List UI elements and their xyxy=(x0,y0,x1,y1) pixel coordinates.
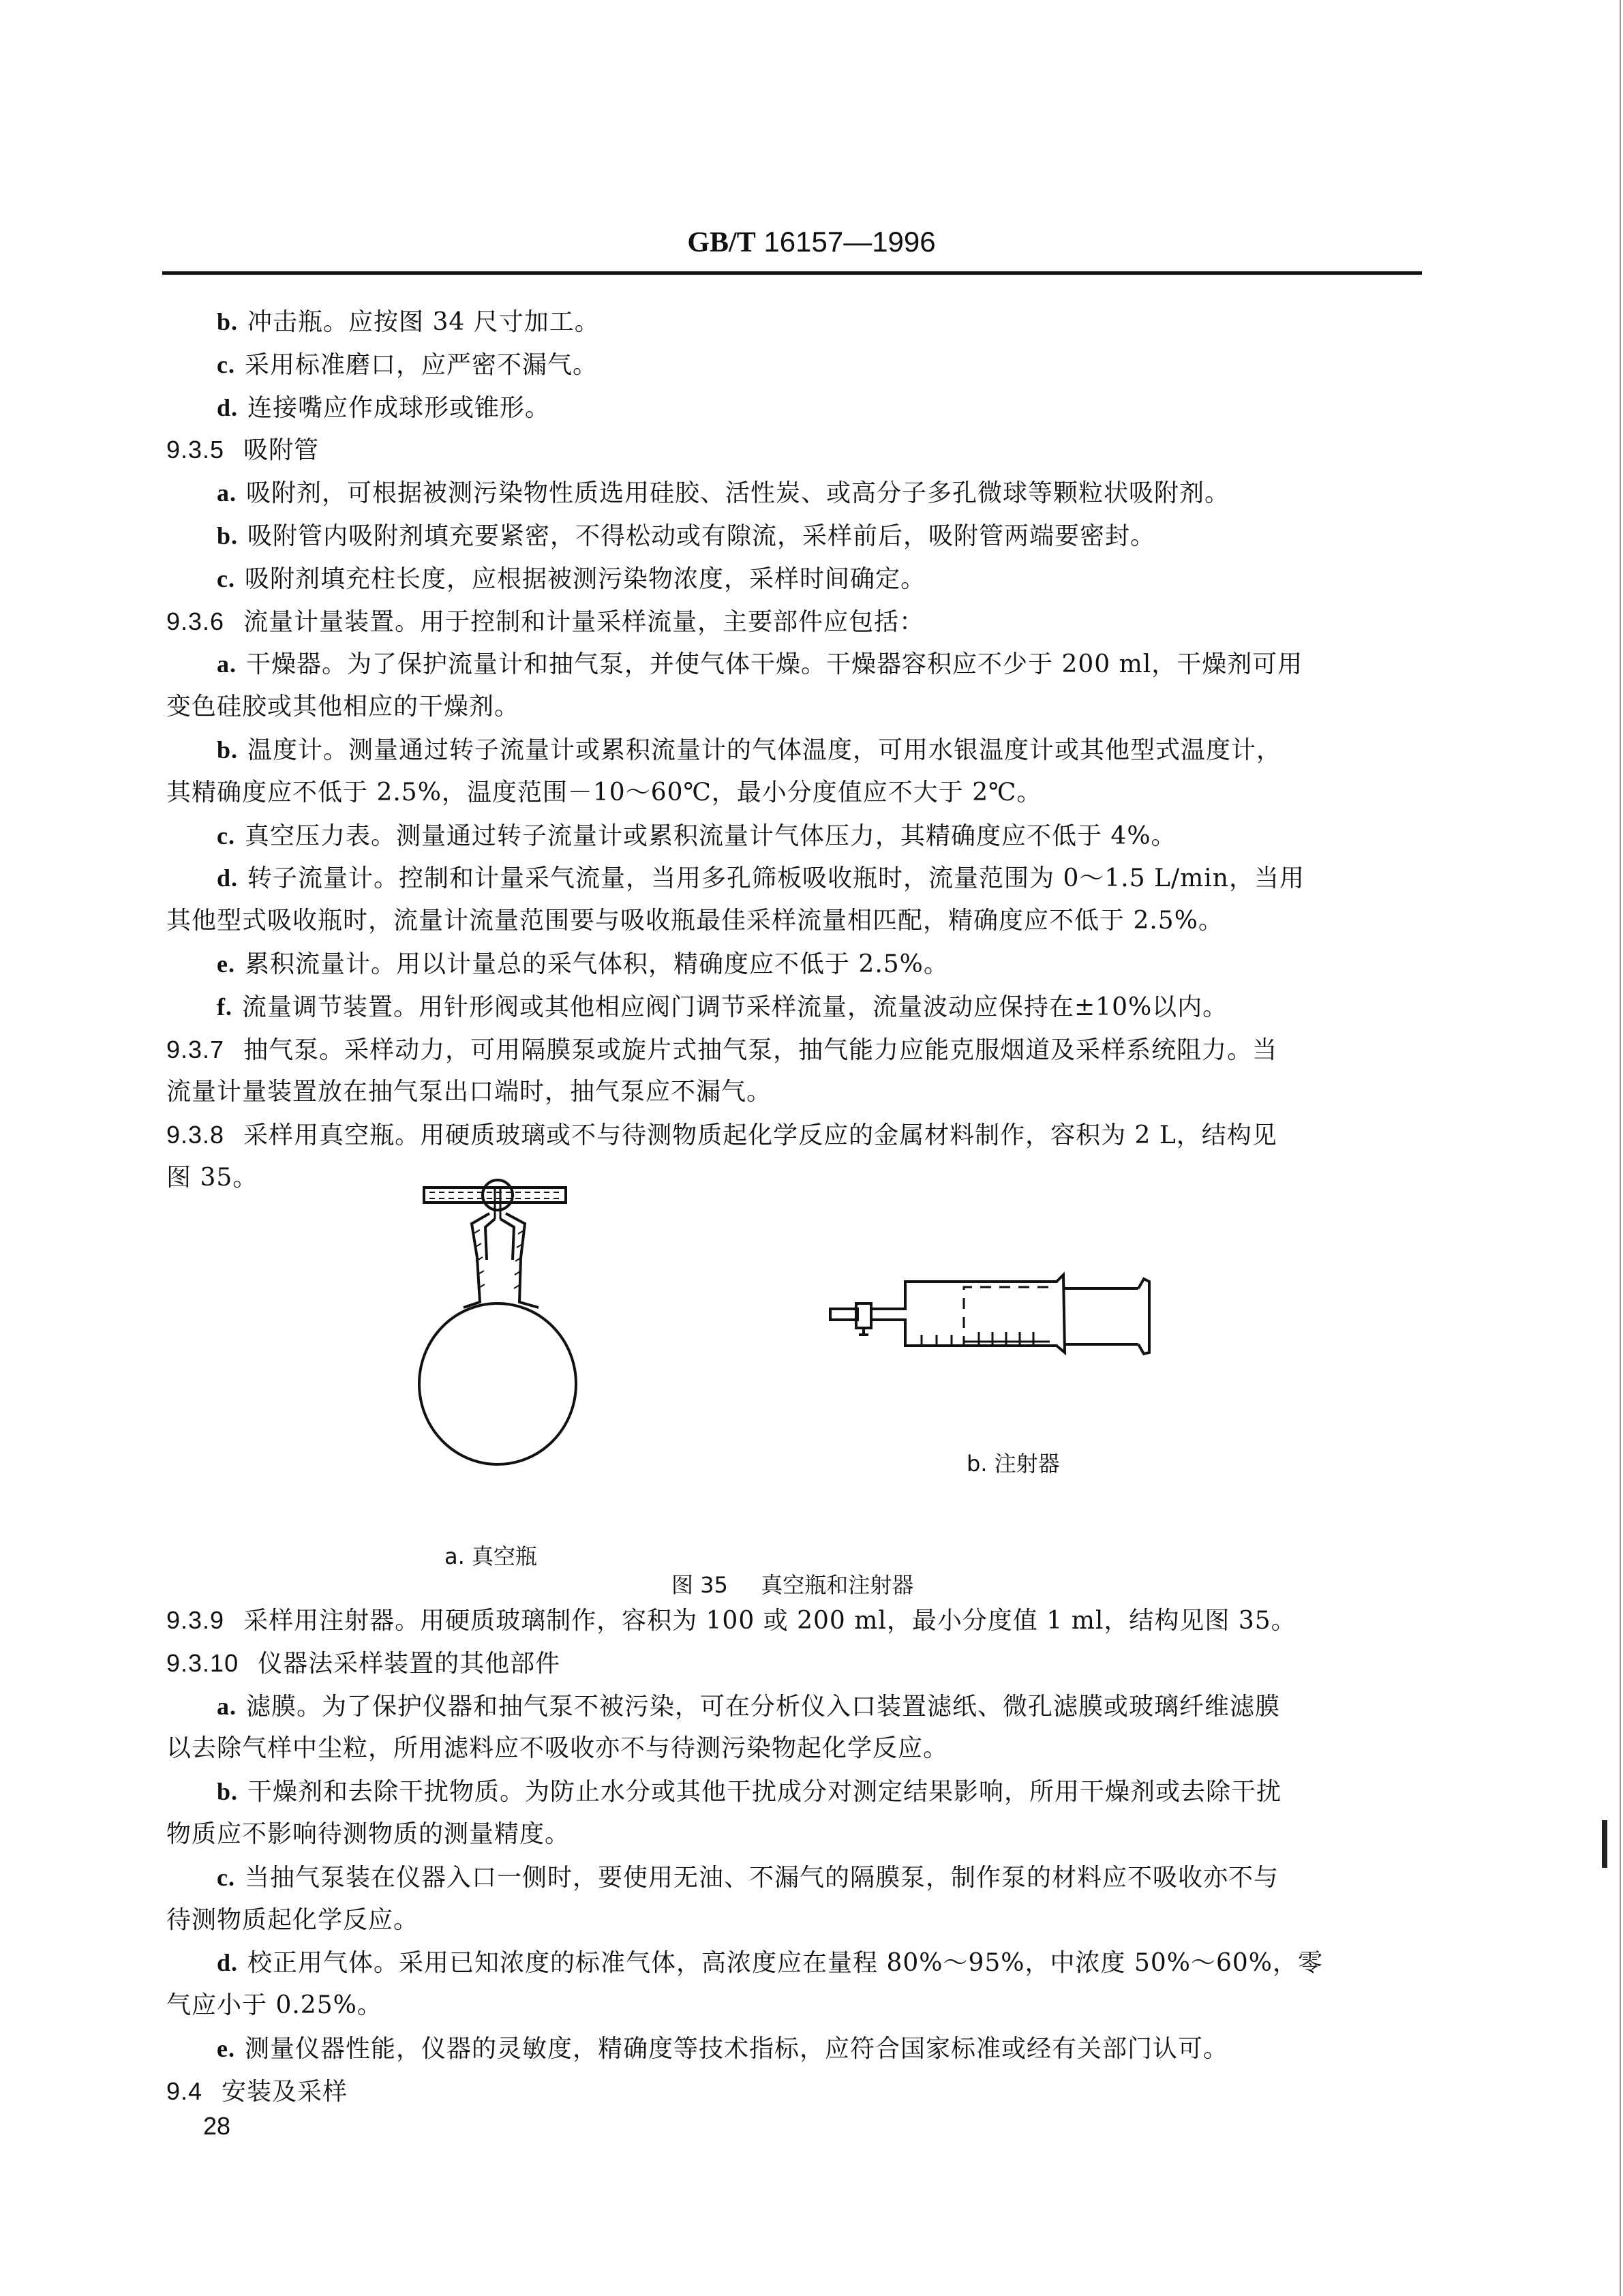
list-item-line xyxy=(217,2034,1228,2064)
figure-title: 真空瓶和注射器 xyxy=(761,1572,914,1598)
list-item-line xyxy=(217,564,926,594)
line-text: 校正用气体。采用已知浓度的标准气体，高浓度应在量程 80%～95%，中浓度 50%～60%，零 xyxy=(247,1949,1323,1978)
standard-number: 16157—1996 xyxy=(755,226,936,258)
item-label: a. xyxy=(217,479,237,507)
item-label: c. xyxy=(217,1863,235,1891)
continuation-line xyxy=(166,1819,570,1849)
scan-edge-mark xyxy=(1602,1820,1607,1868)
standard-code-header xyxy=(0,225,1623,259)
syringe-plunger xyxy=(964,1287,1057,1347)
line-text: 其他型式吸收瓶时，流量计流量范围要与吸收瓶最佳采样流量相匹配，精确度应不低于 2.5%。 xyxy=(166,907,1224,935)
line-text: 以去除气样中尘粒，所用滤料应不吸收亦不与待测污染物起化学反应。 xyxy=(166,1734,949,1763)
item-label: c. xyxy=(217,821,235,849)
line-text: 干燥剂和去除干扰物质。为防止水分或其他干扰成分对测定结果影响，所用干燥剂或去除干扰 xyxy=(247,1778,1282,1807)
section-number: 9.3.9 xyxy=(166,1606,225,1634)
section-number: 9.3.10 xyxy=(166,1648,239,1677)
line-text: 安装及采样 xyxy=(222,2077,348,2106)
list-item-line xyxy=(217,350,598,380)
section-heading-line xyxy=(166,2076,348,2107)
section-number: 9.3.5 xyxy=(166,436,225,464)
subcaption-syringe: b. 注射器 xyxy=(967,1451,1060,1477)
line-text: 流量调节装置。用针形阀或其他相应阀门调节采样流量，流量波动应保持在±10%以内。 xyxy=(242,993,1228,1021)
line-text: 物质应不影响待测物质的测量精度。 xyxy=(166,1820,571,1848)
section-number: 9.4 xyxy=(166,2076,203,2105)
continuation-line xyxy=(166,692,519,722)
section-heading-line xyxy=(166,1605,1296,1636)
line-text: 抽气泵。采样动力，可用隔膜泵或旋片式抽气泵，抽气能力应能克服烟道及采样系统阻力。当 xyxy=(243,1036,1278,1064)
list-item-line xyxy=(217,1948,1323,1978)
standard-prefix: GB/T xyxy=(687,227,756,258)
continuation-line xyxy=(166,1905,419,1935)
figure-number: 图 35 xyxy=(671,1572,728,1598)
list-item-line xyxy=(217,1691,1280,1722)
syringe-handle xyxy=(1138,1279,1149,1354)
line-text: 流量计量装置。用于控制和计量采样流量，主要部件应包括： xyxy=(243,607,925,636)
figure-caption xyxy=(671,1568,913,1599)
item-label: c. xyxy=(217,350,235,378)
list-item-line xyxy=(217,478,1230,509)
line-text: 真空压力表。测量通过转子流量计或累积流量计气体压力，其精确度应不低于 4%。 xyxy=(244,821,1177,850)
line-text: 流量计量装置放在抽气泵出口端时，抽气泵应不漏气。 xyxy=(166,1078,772,1106)
section-number: 9.3.7 xyxy=(166,1035,225,1063)
continuation-line xyxy=(166,1991,382,2021)
syringe-tip xyxy=(830,1309,858,1320)
continuation-line xyxy=(166,1734,948,1764)
list-item-line xyxy=(217,992,1228,1023)
item-label: d. xyxy=(217,864,239,892)
list-item-line xyxy=(217,1862,1279,1893)
page-number: 28 xyxy=(203,2112,231,2140)
section-heading-line xyxy=(166,1120,1277,1151)
stopcock-knob xyxy=(483,1180,513,1210)
continuation-line xyxy=(166,906,1224,936)
line-text: 滤膜。为了保护仪器和抽气泵不被污染，可在分析仪入口装置滤纸、微孔滤膜或玻璃纤维滤膜 xyxy=(246,1692,1281,1721)
header-rule xyxy=(162,271,1422,275)
item-label: b. xyxy=(217,308,239,335)
line-text: 干燥器。为了保护流量计和抽气泵，并使气体干燥。干燥器容积应不少于 200 ml，干燥剂可用 xyxy=(246,650,1303,679)
line-text: 转子流量计。控制和计量采气流量，当用多孔筛板吸收瓶时，流量范围为 0～1.5 L/min，当用 xyxy=(247,864,1305,893)
list-item-line xyxy=(217,863,1305,894)
line-text: 累积流量计。用以计量总的采气体积，精确度应不低于 2.5%。 xyxy=(244,950,949,978)
line-text: 吸附剂，可根据被测污染物性质选用硅胶、活性炭、或高分子多孔微球等颗粒状吸附剂。 xyxy=(246,479,1230,508)
line-text: 采样用真空瓶。用硬质玻璃或不与待测物质起化学反应的金属材料制作，容积为 2 L，结构见 xyxy=(243,1121,1277,1150)
syringe-figure xyxy=(818,1268,1200,1363)
list-item-line xyxy=(217,393,550,423)
line-text: 其精确度应不低于 2.5%，温度范围－10～60℃，最小分度值应不大于 2℃。 xyxy=(166,778,1042,806)
section-heading-line xyxy=(166,607,924,637)
flask-bulb xyxy=(419,1303,576,1464)
line-text: 气应小于 0.25%。 xyxy=(166,1991,382,2020)
line-text: 当抽气泵装在仪器入口一侧时，要使用无油、不漏气的隔膜泵，制作泵的材料应不吸收亦不与 xyxy=(244,1863,1279,1892)
line-text: 测量仪器性能，仪器的灵敏度，精确度等技术指标，应符合国家标准或经有关部门认可。 xyxy=(244,2035,1228,2063)
item-label: e. xyxy=(217,950,235,978)
line-text: 采用标准磨口，应严密不漏气。 xyxy=(244,350,598,379)
section-heading-line xyxy=(166,1035,1277,1066)
line-text: 吸附剂填充柱长度，应根据被测污染物浓度，采样时间确定。 xyxy=(244,564,926,593)
continuation-line xyxy=(166,778,1042,808)
item-label: b. xyxy=(217,736,239,764)
line-text: 采样用注射器。用硬质玻璃制作，容积为 100 或 200 ml，最小分度值 1 ml，结构见图 35。 xyxy=(243,1607,1296,1635)
line-text: 吸附管 xyxy=(243,436,320,465)
subcaption-vacuum-flask: a. 真空瓶 xyxy=(444,1543,537,1569)
item-label: d. xyxy=(217,393,239,421)
list-item-line xyxy=(217,521,1155,552)
line-text: 图 35。 xyxy=(166,1164,258,1192)
section-heading-line xyxy=(166,1648,560,1679)
list-item-line xyxy=(217,821,1177,851)
item-label: e. xyxy=(217,2035,235,2062)
continuation-line xyxy=(166,1077,772,1107)
line-text: 仪器法采样装置的其他部件 xyxy=(258,1649,561,1678)
scan-edge-line xyxy=(1620,0,1621,2296)
line-text: 连接嘴应作成球形或锥形。 xyxy=(247,393,551,422)
vacuum-flask-figure xyxy=(409,1159,613,1472)
list-item-line xyxy=(217,1777,1281,1807)
line-text: 吸附管内吸附剂填充要紧密，不得松动或有隙流，采样前后，吸附管两端要密封。 xyxy=(247,522,1156,550)
list-item-line xyxy=(217,949,949,980)
item-label: f. xyxy=(217,993,232,1021)
list-item-line xyxy=(217,649,1303,680)
item-label: d. xyxy=(217,1949,239,1977)
item-label: b. xyxy=(217,522,239,549)
list-item-line xyxy=(217,307,600,337)
list-item-line xyxy=(217,735,1281,766)
continuation-line xyxy=(166,1163,258,1193)
line-text: 冲击瓶。应按图 34 尺寸加工。 xyxy=(247,308,600,336)
line-text: 温度计。测量通过转子流量计或累积流量计的气体温度，可用水银温度计或其他型式温度计， xyxy=(247,736,1282,764)
section-heading-line xyxy=(166,435,319,466)
item-label: a. xyxy=(217,650,237,678)
item-label: a. xyxy=(217,1692,237,1720)
section-number: 9.3.8 xyxy=(166,1121,225,1149)
flask-neck-right xyxy=(506,1213,539,1308)
item-label: c. xyxy=(217,564,235,592)
item-label: b. xyxy=(217,1778,239,1806)
section-number: 9.3.6 xyxy=(166,607,225,635)
line-text: 变色硅胶或其他相应的干燥剂。 xyxy=(166,693,520,721)
line-text: 待测物质起化学反应。 xyxy=(166,1905,419,1934)
